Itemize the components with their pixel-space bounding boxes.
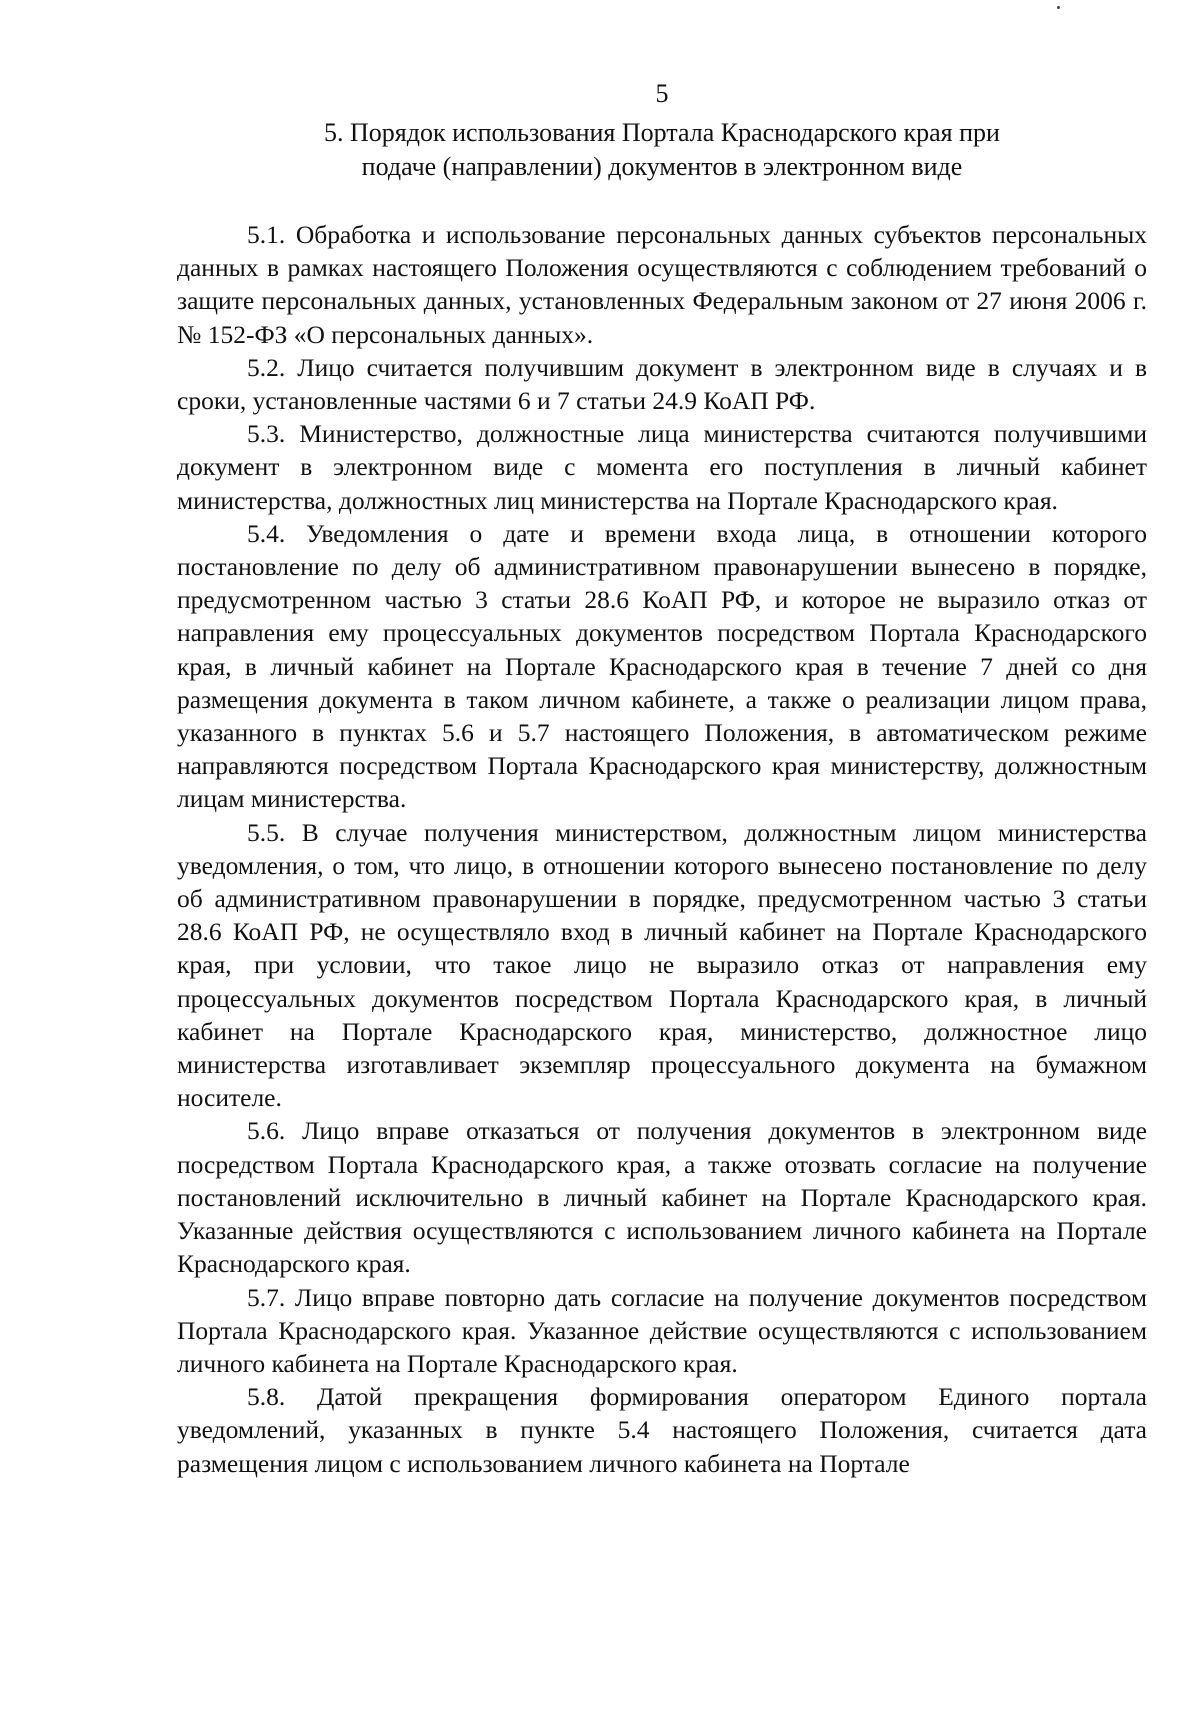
scan-dot (1057, 6, 1060, 9)
page-number: 5 (655, 79, 669, 108)
document-page (177, 78, 1147, 1480)
paragraph-5-8: 5.8. Датой прекращения формирования оператором Единого портала уведомлений, указанных в пункте 5.4 настоящего Положения, считается дата размещения лицом с использованием личного кабинета на Портале (177, 1382, 1147, 1478)
paragraph-5-5: 5.5. В случае получения министерством, должностным лицом министерства уведомления, о том, что лицо, в отношении которого вынесено постановление по делу об административном правонарушении в порядке, предусмотренном частью 3 статьи 28.6 КоАП РФ, не осуществляло вход в личный кабинет на Портале Краснодарского края, при условии, что такое лицо не выразило отказ от направления ему процессуальных документов посредством Портала Краснодарского края, в личный кабинет на Портале Краснодарского края, министерство, должностное лицо министерства изготавливает экземпляр процессуального документа на бумажном носителе. (177, 817, 1147, 1113)
paragraph-5-7: 5.7. Лицо вправе повторно дать согласие на получение документов посредством Портала Краснодарского края. Указанное действие осуществляются с использованием личного кабинета на Портале Краснодарского края. (177, 1282, 1147, 1378)
paragraph-5-4: 5.4. Уведомления о дате и времени входа лица, в отношении которого постановление по делу об административном правонарушении вынесено в порядке, предусмотренном частью 3 статьи 28.6 КоАП РФ, и которое не выразило отказ от направления ему процессуальных документов посредством Портала Краснодарского края, в личный кабинет на Портале Краснодарского края в течение 7 дней со дня размещения документа в таком личном кабинете, а также о реализации лицом права, указанного в пунктах 5.6 и 5.7 настоящего Положения, в автоматическом режиме направляются посредством Портала Краснодарского края министерству, должностным лицам министерства. (177, 518, 1147, 814)
paragraph-5-1: 5.1. Обработка и использование персональных данных субъектов персональных данных в рамках настоящего Положения осуществляются с соблюдением требований о защите персональных данных, установленных Федеральным законом от 27 июня 2006 г. № 152-ФЗ «О персональных данных». (177, 220, 1147, 349)
section-title-line-1: 5. Порядок использования Портала Краснодарского края при (324, 118, 1000, 147)
paragraph-5-2: 5.2. Лицо считается получившим документ в электронном виде в случаях и в сроки, установленные частями 6 и 7 статьи 24.9 КоАП РФ. (177, 352, 1147, 416)
paragraph-5-3: 5.3. Министерство, должностные лица министерства считаются получившими документ в электронном виде с момента его поступления в личный кабинет министерства, должностных лиц министерства на Портале Краснодарского края. (177, 419, 1147, 515)
paragraph-5-6: 5.6. Лицо вправе отказаться от получения документов в электронном виде посредством Портала Краснодарского края, а также отозвать согласие на получение постановлений исключительно в личный кабинет на Портале Краснодарского края. Указанные действия осуществляются с использованием личного кабинета на Портале Краснодарского края. (177, 1116, 1147, 1279)
section-title (177, 116, 1147, 184)
section-title-line-2: подаче (направлении) документов в электронном виде (361, 152, 963, 181)
